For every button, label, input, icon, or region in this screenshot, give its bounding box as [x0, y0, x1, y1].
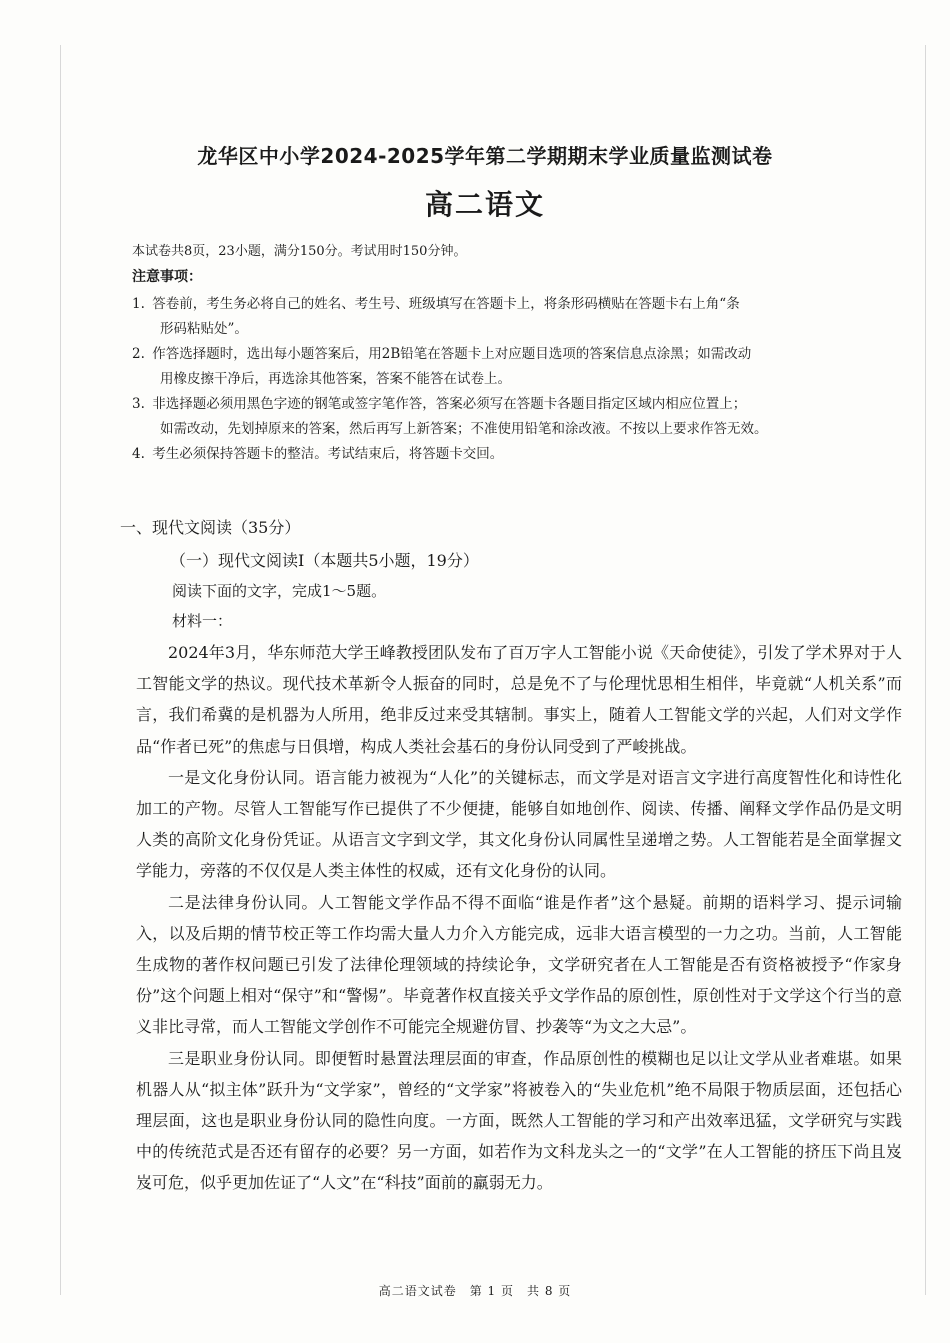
paragraph: 2024年3月，华东师范大学王峰教授团队发布了百万字人工智能小说《天命使徒》，引发了学术界对于人工智能文学的热议。现代技术革新令人振奋的同时，总是免不了与伦理忧思相生相伴，毕竟就“人机关系”而言，我们希冀的是机器为人所用，绝非反过来受其辖制。事实上，随着人工智能文学的兴起，人们对文学作品“作者已死”的焦虑与日俱增，构成人类社会基石的身份认同受到了严峻挑战。	[136, 643, 902, 756]
material-title: 材料一：	[172, 612, 233, 630]
notice-number: 3.	[132, 396, 145, 412]
notice-item	[132, 342, 902, 392]
notice-list	[132, 292, 902, 467]
reading-instruction: 阅读下面的文字，完成1～5题。	[172, 582, 387, 600]
page-footer: 高二语文试卷 第 1 页 共 8 页	[378, 1284, 572, 1298]
subsection-heading: （一）现代文阅读Ⅰ（本题共5小题，19分）	[170, 551, 479, 570]
notice-text: 作答选择题时，选出每小题答案后，用2B铅笔在答题卡上对应题目选项的答案信息点涂黑；如需改动	[152, 346, 752, 362]
notice-text-cont: 如需改动，先划掉原来的答案，然后再写上新答案；不准使用铅笔和涂改液。不按以上要求作答无效。	[160, 421, 768, 437]
notice-number: 4.	[132, 446, 145, 462]
material-body	[136, 637, 902, 1199]
exam-title: 龙华区中小学2024-2025学年第二学期期末学业质量监测试卷	[197, 144, 773, 168]
notice-heading: 注意事项：	[132, 269, 202, 285]
notice-text: 非选择题必须用黑色字迹的钢笔或签字笔作答，答案必须写在答题卡各题目指定区域内相应位置上；	[152, 396, 747, 412]
notice-number: 2.	[132, 346, 145, 362]
paragraph: 三是职业身份认同。即便暂时悬置法理层面的审查，作品原创性的模糊也足以让文学从业者难堪。如果机器人从“拟主体”跃升为“文学家”，曾经的“文学家”将被卷入的“失业危机”绝不局限于物质层面，还包括心理层面，这也是职业身份认同的隐性向度。一方面，既然人工智能的学习和产出效率迅猛，文学研究与实践中的传统范式是否还有留存的必要？另一方面，如若作为文科龙头之一的“文学”在人工智能的挤压下尚且岌岌可危，似乎更加佐证了“人文”在“科技”面前的羸弱无力。	[136, 1048, 902, 1193]
scan-edge-left	[60, 45, 61, 1295]
exam-meta: 本试卷共8页，23小题，满分150分。考试用时150分钟。	[132, 244, 467, 259]
notice-item	[132, 392, 902, 442]
subject-title: 高二语文	[424, 188, 545, 221]
paragraph: 一是文化身份认同。语言能力被视为“人化”的关键标志，而文学是对语言文字进行高度智性化和诗性化加工的产物。尽管人工智能写作已提供了不少便捷，能够自如地创作、阅读、传播、阐释文学作品仍是文明人类的高阶文化身份凭证。从语言文字到文学，其文化身份认同属性呈递增之势。人工智能若是全面掌握文学能力，旁落的不仅仅是人类主体性的权威，还有文化身份的认同。	[136, 767, 902, 881]
notice-text-cont: 用橡皮擦干净后，再选涂其他答案，答案不能答在试卷上。	[160, 371, 511, 387]
notice-number: 1.	[132, 296, 145, 312]
section-heading: 一、现代文阅读（35分）	[120, 518, 301, 537]
paragraph: 二是法律身份认同。人工智能文学作品不得不面临“谁是作者”这个悬疑。前期的语料学习、提示词输入，以及后期的情节校正等工作均需大量人力介入方能完成，远非大语言模型的一力之功。当前，人工智能生成物的著作权问题已引发了法律伦理领域的持续论争，文学研究者在人工智能是否有资格被授予“作家身份”这个问题上相对“保守”和“警惕”。毕竟著作权直接关乎文学作品的原创性，原创性对于文学这个行当的意义非比寻常，而人工智能文学创作不可能完全规避仿冒、抄袭等“为文之大忌”。	[136, 892, 902, 1037]
notice-text-cont: 形码粘贴处”。	[160, 321, 248, 337]
notice-item	[132, 442, 902, 467]
scan-edge-right	[925, 45, 926, 1295]
notice-item	[132, 292, 902, 342]
notice-text: 考生必须保持答题卡的整洁。考试结束后，将答题卡交回。	[152, 446, 504, 462]
notice-text: 答卷前，考生务必将自己的姓名、考生号、班级填写在答题卡上，将条形码横贴在答题卡右上角“条	[152, 296, 740, 312]
